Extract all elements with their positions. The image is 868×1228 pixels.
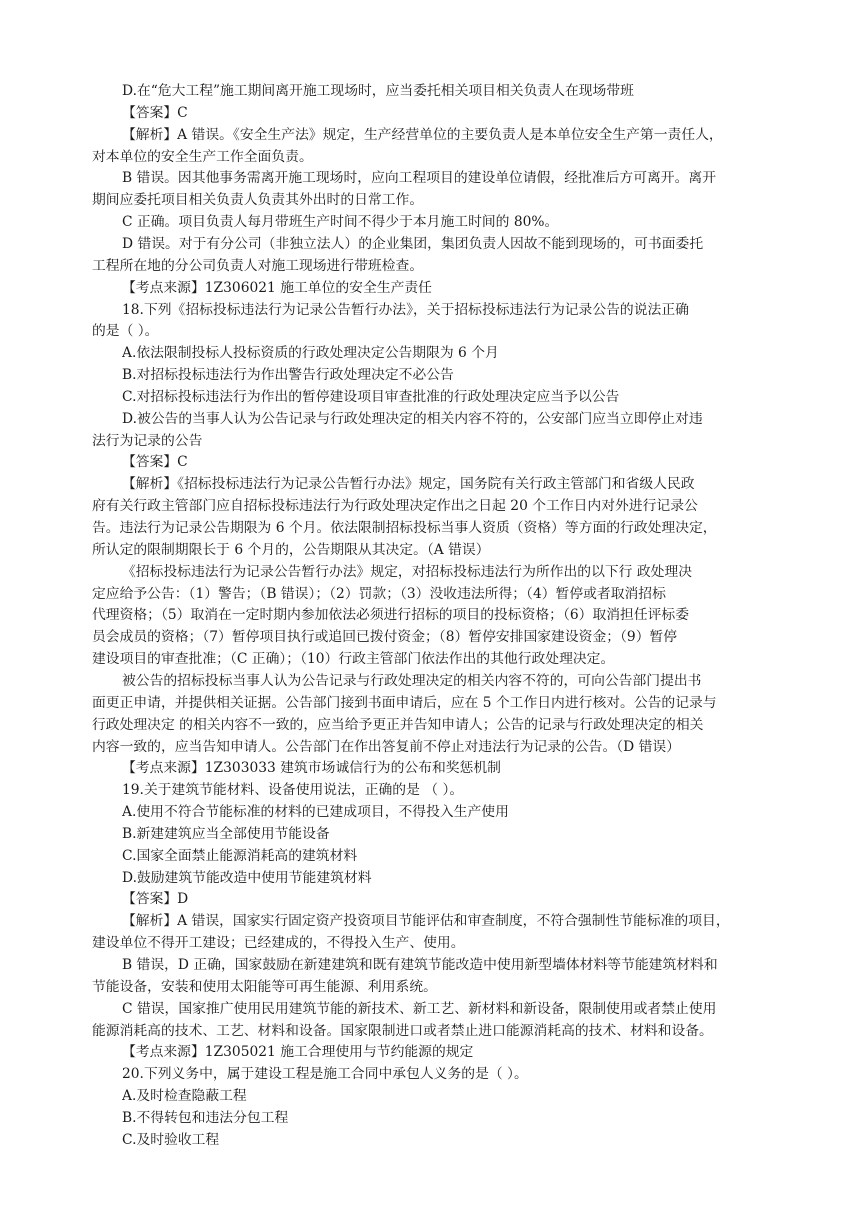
text-line: 【答案】C	[122, 454, 188, 471]
text-line: 18.下列《招标投标违法行为记录公告暂行办法》，关于招标投标违法行为记录公告的说法正确	[122, 301, 689, 318]
text-line: 【答案】C	[122, 104, 188, 121]
text-line: D.鼓励建筑节能改造中使用节能建筑材料	[122, 869, 372, 886]
text-line: B.对招标投标违法行为作出警告行政处理决定不必公告	[122, 367, 454, 384]
text-line: 员会成员的资格；（7）暂停项目执行或追回已拨付资金；（8）暂停安排国家建设资金；（9）暂停	[92, 629, 678, 646]
text-line: 被公告的招标投标当事人认为公告记录与行政处理决定的相关内容不符的，可向公告部门提出书	[122, 672, 702, 689]
text-line: 20.下列义务中，属于建设工程是施工合同中承包人义务的是（ ）。	[122, 1066, 528, 1083]
text-line: 告。违法行为记录公告期限为 6 个月。依法限制招标投标当事人资质（资格）等方面的行政处理决定，	[92, 520, 717, 536]
text-line: 对本单位的安全生产工作全面负责。	[92, 148, 313, 165]
text-line: C 错误，国家推广使用民用建筑节能的新技术、新工艺、新材料和新设备，限制使用或者禁止使用	[122, 1000, 717, 1017]
text-line: A.依法限制投标人投标资质的行政处理决定公告期限为 6 个月	[122, 345, 499, 362]
text-line: 《招标投标违法行为记录公告暂行办法》规定，对招标投标违法行为所作出的以下行 政处理决	[122, 563, 693, 580]
text-line: 19.关于建筑节能材料、设备使用说法，正确的是 （ ）。	[122, 782, 464, 799]
text-line: 节能设备，安装和使用太阳能等可再生能源、利用系统。	[92, 978, 437, 995]
text-line: C.国家全面禁止能源消耗高的建筑材料	[122, 847, 358, 864]
text-line: 内容一致的，应当告知申请人。公告部门在作出答复前不停止对违法行为记录的公告。（D 错误）	[92, 738, 681, 755]
text-line: D.被公告的当事人认为公告记录与行政处理决定的相关内容不符的，公安部门应当立即停止对违	[122, 410, 703, 427]
text-line: 【解析】A 错误。《安全生产法》规定，生产经营单位的主要负责人是本单位安全生产第一责任人，	[122, 126, 723, 143]
text-line: 建设项目的审查批准；（C 正确）；（10）行政主管部门依法作出的其他行政处理决定。	[92, 651, 615, 668]
text-line: 【答案】D	[122, 891, 189, 908]
text-line: 【解析】A 错误，国家实行固定资产投资项目节能评估和审查制度，不符合强制性节能标准的项目，	[122, 913, 730, 930]
text-line: 期间应委托项目相关负责人负责其外出时的日常工作。	[92, 192, 424, 209]
text-line: 代理资格；（5）取消在一定时期内参加依法必须进行招标的项目的投标资格；（6）取消担任评标委	[92, 607, 690, 624]
text-line: 【考点来源】1Z303033 建筑市场诚信行为的公布和奖惩机制	[122, 760, 501, 777]
text-line: B.新建建筑应当全部使用节能设备	[122, 825, 330, 842]
text-line: B 错误。因其他事务需离开施工现场时，应向工程项目的建设单位请假，经批准后方可离开。离开	[122, 170, 716, 187]
text-line: 【解析】《招标投标违法行为记录公告暂行办法》规定，国务院有关行政主管部门和省级人民政	[122, 476, 695, 493]
text-line: 定应给予公告：（1）警告；（B 错误）；（2）罚款；（3）没收违法所得；（4）暂停或者取消招标	[92, 585, 666, 602]
text-line: 工程所在地的分公司负责人对施工现场进行带班检查。	[92, 257, 424, 274]
text-line: 能源消耗高的技术、工艺、材料和设备。国家限制进口或者禁止进口能源消耗高的技术、材料和设备。	[92, 1022, 713, 1039]
text-line: 【考点来源】1Z306021 施工单位的安全生产责任	[122, 279, 432, 296]
text-line: B.不得转包和违法分包工程	[122, 1109, 289, 1126]
text-line: 所认定的限制期限长于 6 个月的，公告期限从其决定。（A 错误）	[92, 541, 490, 558]
text-line: B 错误，D 正确，国家鼓励在新建建筑和既有建筑节能改造中使用新型墙体材料等节能建筑材料和	[122, 957, 718, 973]
text-line: 行政处理决定 的相关内容不一致的，应当给予更正并告知申请人；公告的记录与行政处理决定的相关	[92, 716, 704, 733]
text-line: A.及时检查隐蔽工程	[122, 1088, 247, 1105]
text-line: A.使用不符合节能标准的材料的已建成项目，不得投入生产使用	[122, 804, 509, 821]
text-line: D 错误。对于有分公司（非独立法人）的企业集团，集团负责人因故不能到现场的，可书面委托	[122, 235, 704, 252]
text-line: 建设单位不得开工建设；已经建成的，不得投入生产、使用。	[92, 935, 465, 952]
text-line: 【考点来源】1Z305021 施工合理使用与节约能源的规定	[122, 1044, 474, 1061]
text-line: C 正确。项目负责人每月带班生产时间不得少于本月施工时间的 80%。	[122, 214, 559, 231]
text-line: D.在“危大工程”施工期间离开施工现场时，应当委托相关项目相关负责人在现场带班	[122, 83, 634, 99]
text-line: C.对招标投标违法行为作出的暂停建设项目审查批准的行政处理决定应当予以公告	[122, 388, 620, 405]
text-line: C.及时验收工程	[122, 1131, 220, 1148]
text-line: 面更正申请，并提供相关证据。公告部门接到书面申请后，应在 5 个工作日内进行核对。公告的记录与	[92, 694, 717, 711]
text-line: 法行为记录的公告	[92, 432, 203, 449]
text-line: 府有关行政主管部门应自招标投标违法行为行政处理决定作出之日起 20 个工作日内对外进行记录公	[92, 498, 698, 515]
text-line: 的是（ ）。	[92, 323, 159, 340]
